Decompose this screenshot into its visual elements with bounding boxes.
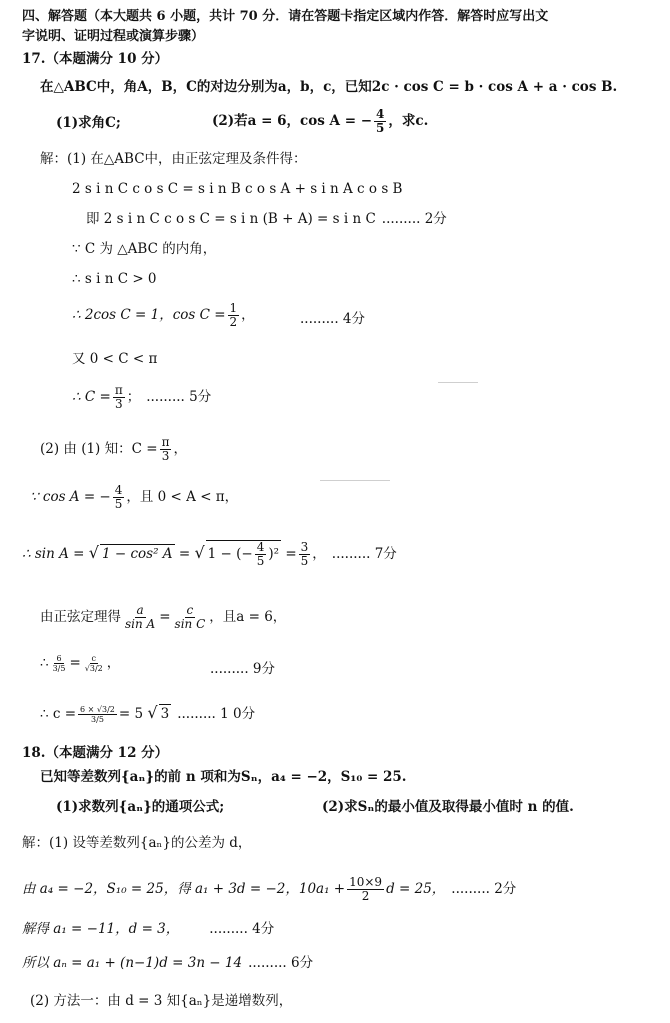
q18-solution-head: 解：(1) 设等差数列{aₙ}的公差为 d， [22, 835, 252, 851]
score-4: ......... 4分 [300, 311, 366, 327]
q18-eq3: 所以 aₙ = a₁ + (n−1)d = 3n − 14 ......... 6分 [22, 955, 314, 971]
score-9: ......... 9分 [210, 661, 276, 677]
q18-title: 18.（本题满分 12 分） [22, 745, 169, 761]
q17-step-3: ∵ C 为 △ABC 的内角， [72, 241, 217, 257]
score-4b: ......... 4分 [209, 921, 275, 937]
score-2: ......... 2分 [381, 211, 447, 227]
q17-part1: (1)求角C; [56, 115, 121, 131]
q17-c-result: ∴ c = $\frac{6 \times √3/2}{3/5}$ = 5 √ 3 ......... 1 0分 [40, 703, 256, 724]
score-7: ......... 7分 [331, 546, 397, 562]
q18-eq1: 由 a₄ = −2，S₁₀ = 25，得 a₁ + 3d = −2，10a₁ + $\frac{10\times 9}{2}$ d = 25， ......... 2分 [22, 875, 517, 903]
q17-title: 17.（本题满分 10 分） [22, 51, 169, 67]
score-2b: ......... 2分 [451, 881, 517, 897]
q17-statement: 在△ABC中，角A，B，C的对边分别为a，b，c，已知2c · cos C = b · cos A + a · cos B. [40, 79, 618, 95]
q17-step-5: ∴ 2cos C = 1，cos C = $\frac{1}{2}$ ， [72, 301, 255, 329]
q17-step-7: ∴ C = $\frac{\pi}{3}$ ； ......... 5分 [72, 383, 212, 411]
q17-law-line: 由正弦定理得 $\frac{a}{\text{sin A}}$ = $\frac{c}{\text{sin C}}$ ，且a = 6， [40, 603, 287, 631]
score-10: ......... 1 0分 [177, 706, 256, 722]
q18-part2: (2)求Sₙ的最小值及取得最小值时 n 的值. [322, 799, 574, 815]
q17-solution-head: 解：(1) 在△ABC中，由正弦定理及条件得： [40, 151, 307, 167]
score-6: ......... 6分 [248, 955, 314, 971]
q17-sin-line: ∴ sin A = √ 1 − cos² A = √ 1 − (− $\frac{4}{5}$ )² = $\frac{3}{5}$ ， ......... 7分 [22, 540, 397, 568]
q18-part2-method: (2) 方法一：由 d = 3 知{aₙ}是递增数列， [30, 993, 293, 1009]
q18-statement: 已知等差数列{aₙ}的前 n 项和为Sₙ，a₄ = −2，S₁₀ = 25. [40, 769, 407, 785]
scan-mark [438, 382, 478, 383]
q17-cos-line: ∵ cos A = − $\frac{4}{5}$ ，且 0 < A < π， [30, 483, 239, 511]
q17-part2-head: (2) 由 (1) 知：C = $\frac{\pi}{3}$ ， [40, 435, 187, 463]
q17-step-4: ∴ s i n C > 0 [72, 271, 157, 287]
section-header-line2: 字说明、证明过程或演算步骤） [22, 29, 205, 44]
score-5: ......... 5分 [146, 389, 212, 405]
section-header-line1: 四、解答题（本大题共 6 小题，共计 70 分．请在答题卡指定区域内作答．解答时应写出文 [22, 9, 549, 24]
q18-part1: (1)求数列{aₙ}的通项公式; [56, 799, 225, 815]
q17-ratio-line: ∴ $\frac{6}{3/5}$ = $\frac{c}{√3/2}$ ， [40, 654, 121, 673]
q17-step-1: 2 s i n C c o s C = s i n B c o s A + s i n A c o s B [72, 181, 403, 197]
scan-mark [320, 480, 390, 481]
q17-step-6: 又 0 < C < π [72, 351, 158, 367]
q17-part2: (2)若a = 6，cos A = − $\frac{4}{5}$ ，求c. [212, 107, 429, 135]
q17-step-2: 即 2 s i n C c o s C = s i n (B + A) = s i n C ......... 2分 [86, 211, 447, 227]
q18-eq2: 解得 a₁ = −11，d = 3， ......... 4分 [22, 921, 275, 937]
